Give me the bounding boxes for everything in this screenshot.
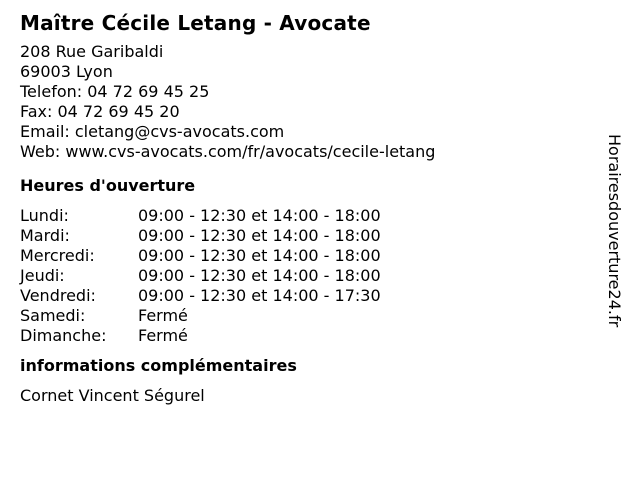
page-title: Maître Cécile Letang - Avocate (20, 11, 371, 35)
site-watermark: Horairesdouverture24.fr (605, 134, 624, 328)
phone-number: Telefon: 04 72 69 45 25 (20, 82, 210, 101)
business-card (20, 10, 600, 406)
day-label: Vendredi: (20, 286, 96, 305)
day-label: Mercredi: (20, 246, 95, 265)
hours-row-sunday (20, 326, 600, 346)
contact-block (20, 42, 600, 162)
hours-row-friday (20, 286, 600, 306)
hours-row-monday (20, 206, 600, 226)
hours-row-tuesday (20, 226, 600, 246)
email-address: Email: cletang@cvs-avocats.com (20, 122, 285, 141)
day-label: Dimanche: (20, 326, 107, 345)
hours-row-saturday (20, 306, 600, 326)
additional-info-heading: informations complémentaires (20, 356, 297, 375)
day-hours: 09:00 - 12:30 et 14:00 - 18:00 (138, 226, 381, 245)
opening-hours-table (20, 206, 600, 346)
day-hours: Fermé (138, 306, 188, 325)
additional-info-text: Cornet Vincent Ségurel (20, 386, 205, 405)
day-label: Lundi: (20, 206, 69, 225)
day-hours: 09:00 - 12:30 et 14:00 - 18:00 (138, 246, 381, 265)
address-street: 208 Rue Garibaldi (20, 42, 164, 61)
hours-row-wednesday (20, 246, 600, 266)
hours-row-thursday (20, 266, 600, 286)
address-city: 69003 Lyon (20, 62, 113, 81)
day-label: Mardi: (20, 226, 70, 245)
opening-hours-heading: Heures d'ouverture (20, 176, 196, 195)
day-label: Samedi: (20, 306, 86, 325)
day-hours: 09:00 - 12:30 et 14:00 - 17:30 (138, 286, 381, 305)
day-label: Jeudi: (20, 266, 65, 285)
website-url: Web: www.cvs-avocats.com/fr/avocats/cecile-letang (20, 142, 436, 161)
day-hours: 09:00 - 12:30 et 14:00 - 18:00 (138, 266, 381, 285)
day-hours: 09:00 - 12:30 et 14:00 - 18:00 (138, 206, 381, 225)
day-hours: Fermé (138, 326, 188, 345)
fax-number: Fax: 04 72 69 45 20 (20, 102, 180, 121)
